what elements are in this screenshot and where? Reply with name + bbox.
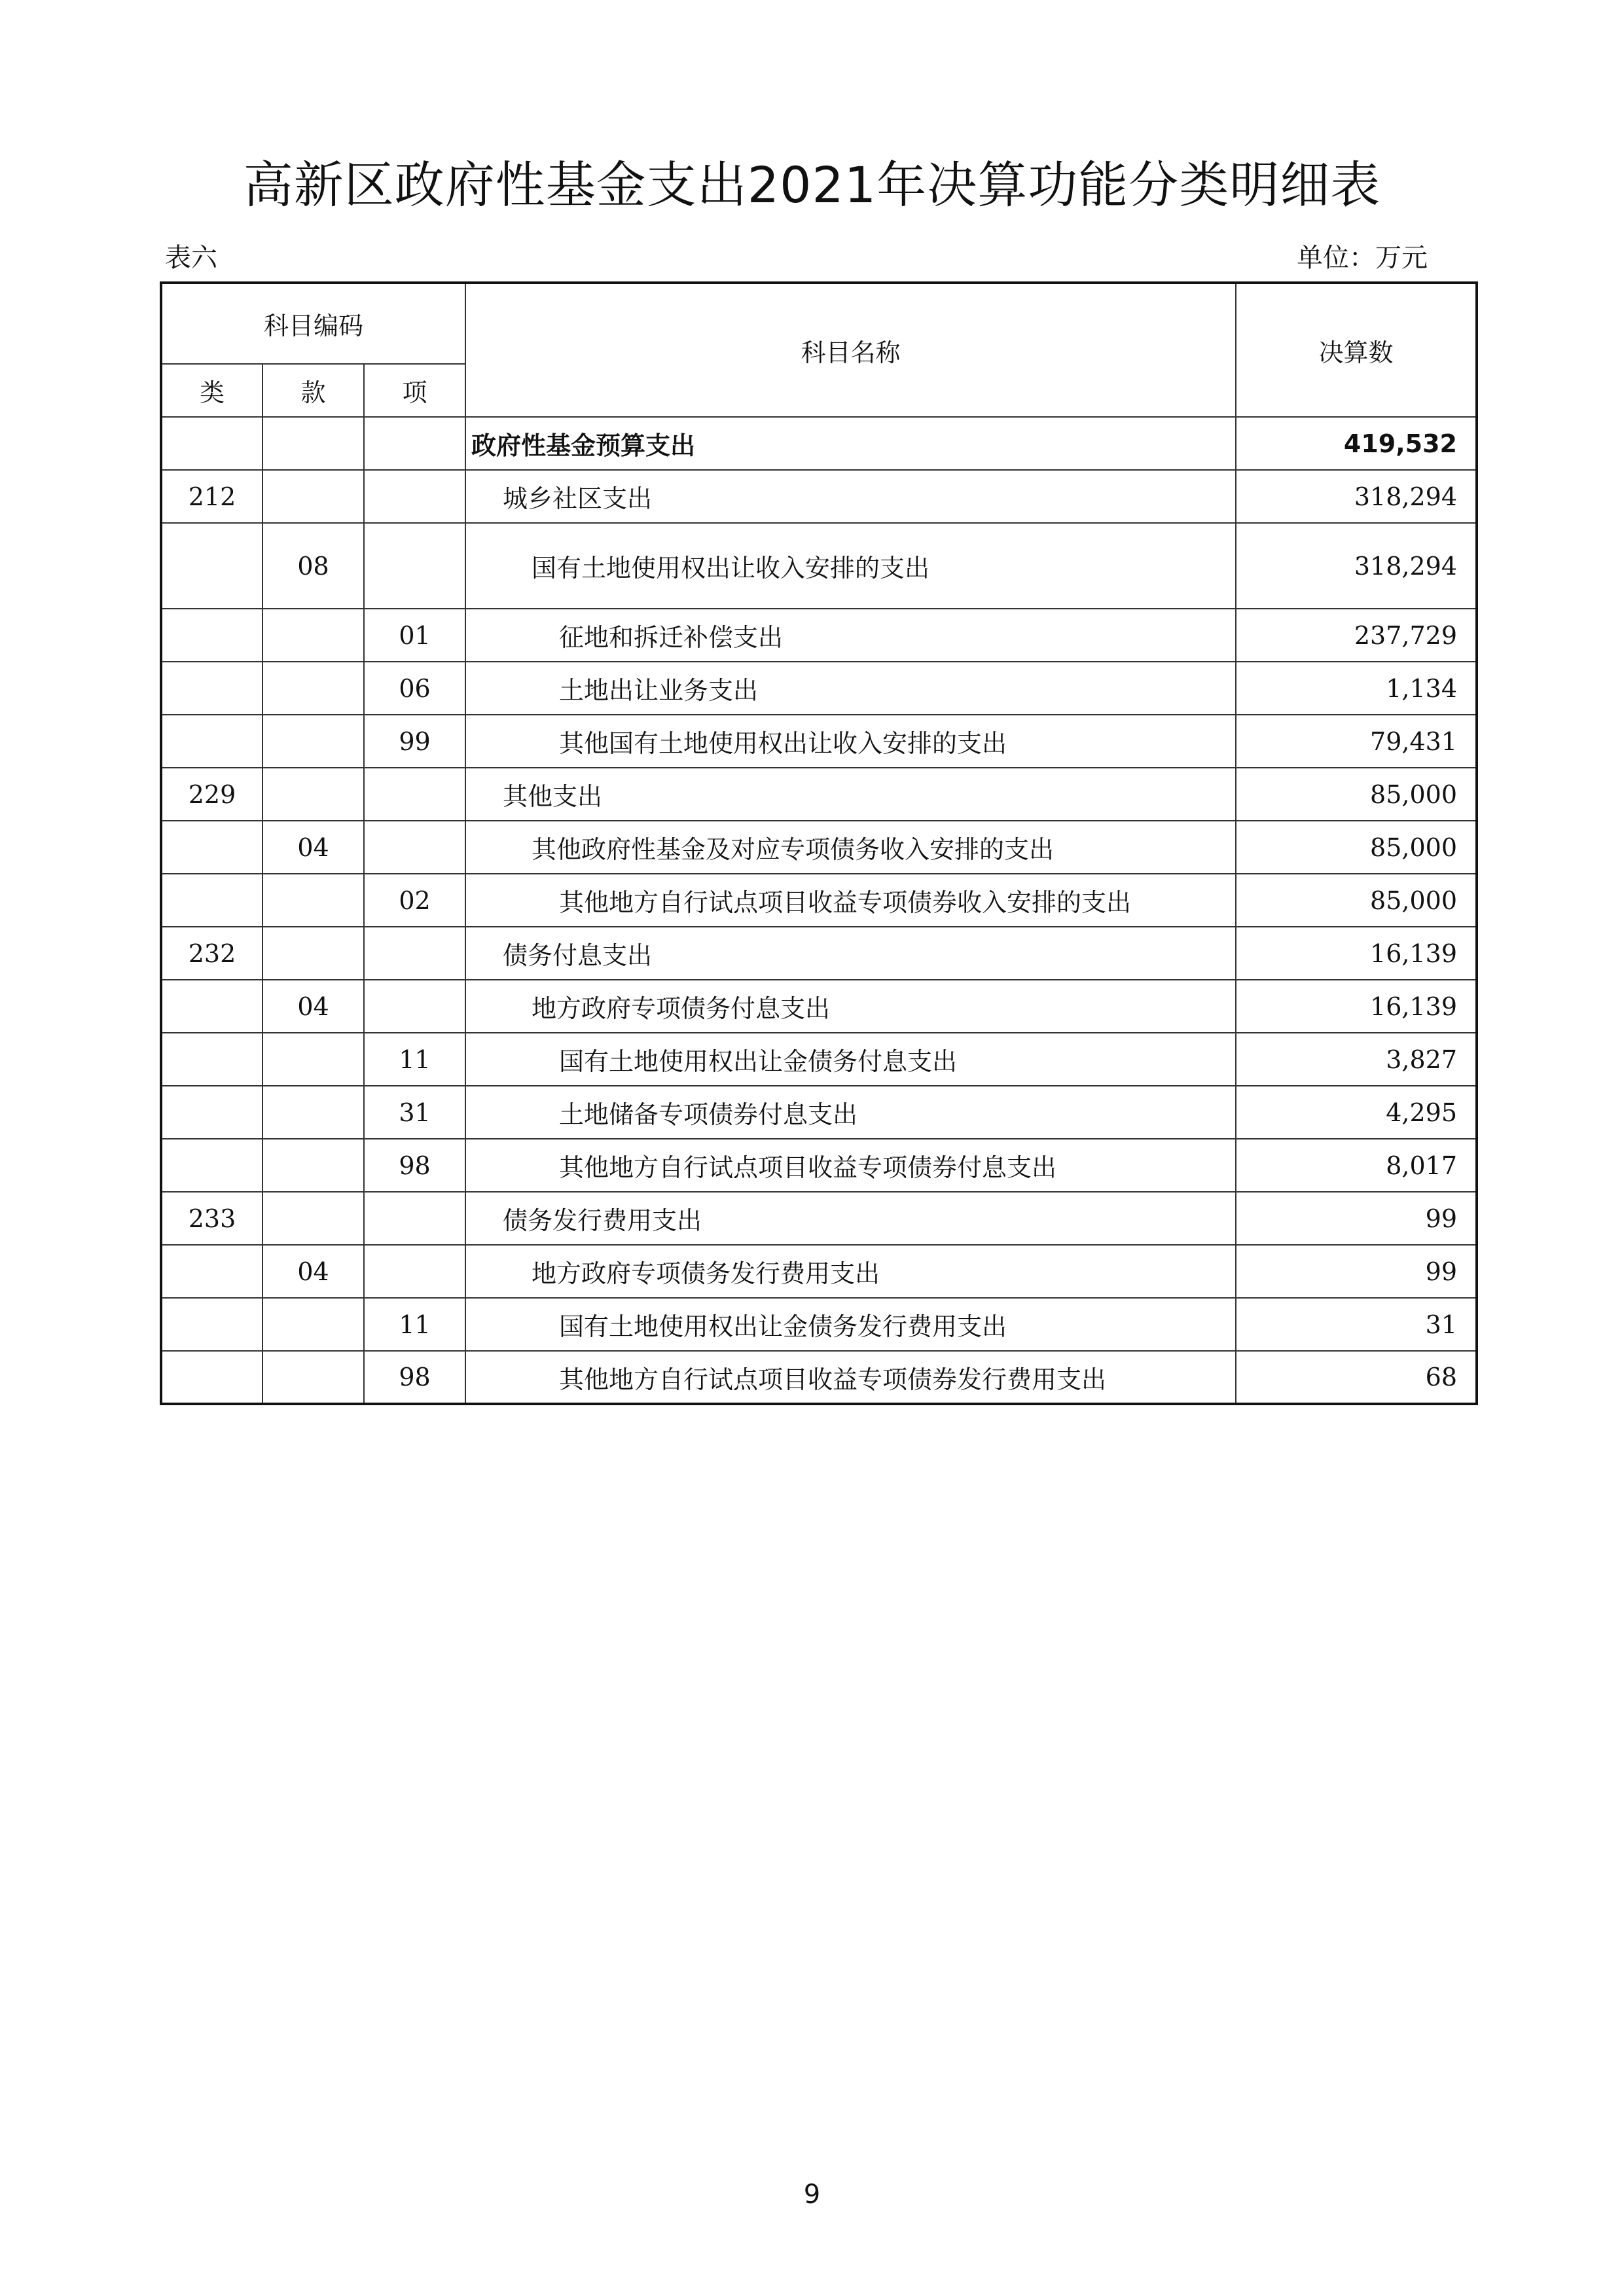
cell-section-code (262, 417, 364, 470)
cell-subject-name: 其他国有土地使用权出让收入安排的支出 (465, 715, 1236, 768)
cell-category-code (161, 523, 262, 609)
cell-amount: 31 (1236, 1298, 1477, 1351)
table-row (161, 1086, 1477, 1139)
cell-item-code: 99 (364, 715, 465, 768)
cell-item-code: 06 (364, 662, 465, 715)
table-label: 表六 (165, 243, 217, 273)
cell-section-code (262, 1033, 364, 1086)
cell-item-code: 02 (364, 874, 465, 927)
cell-amount: 318,294 (1236, 523, 1477, 609)
table-row (161, 1033, 1477, 1086)
cell-category-code (161, 1139, 262, 1192)
cell-amount: 99 (1236, 1192, 1477, 1245)
cell-item-code (364, 927, 465, 980)
page-title: 高新区政府性基金支出2021年决算功能分类明细表 (243, 156, 1381, 214)
cell-section-code (262, 609, 364, 662)
cell-amount: 79,431 (1236, 715, 1477, 768)
table-row (161, 523, 1477, 609)
table-row (161, 980, 1477, 1033)
cell-section-code (262, 1298, 364, 1351)
cell-amount: 8,017 (1236, 1139, 1477, 1192)
table-row-total (161, 417, 1477, 470)
cell-subject-name: 地方政府专项债务付息支出 (465, 980, 1236, 1033)
cell-section-code (262, 874, 364, 927)
table-row (161, 470, 1477, 523)
header-section: 款 (262, 364, 364, 417)
table-row (161, 715, 1477, 768)
cell-amount: 85,000 (1236, 821, 1477, 874)
cell-amount: 4,295 (1236, 1086, 1477, 1139)
table-row (161, 609, 1477, 662)
cell-amount: 419,532 (1236, 417, 1477, 470)
cell-subject-name: 土地储备专项债券付息支出 (465, 1086, 1236, 1139)
cell-amount: 237,729 (1236, 609, 1477, 662)
cell-amount: 16,139 (1236, 927, 1477, 980)
cell-amount: 318,294 (1236, 470, 1477, 523)
table-row (161, 1139, 1477, 1192)
cell-subject-name: 地方政府专项债务发行费用支出 (465, 1245, 1236, 1298)
cell-item-code: 98 (364, 1351, 465, 1404)
cell-amount: 16,139 (1236, 980, 1477, 1033)
table-row (161, 927, 1477, 980)
cell-category-code (161, 821, 262, 874)
cell-section-code (262, 768, 364, 821)
cell-category-code (161, 609, 262, 662)
table-row (161, 1351, 1477, 1404)
cell-section-code (262, 470, 364, 523)
cell-category-code (161, 662, 262, 715)
cell-category-code (161, 1245, 262, 1298)
table-row (161, 1245, 1477, 1298)
cell-category-code (161, 1351, 262, 1404)
table-row (161, 768, 1477, 821)
cell-section-code: 08 (262, 523, 364, 609)
header-code-group: 科目编码 (161, 283, 465, 364)
table-row (161, 874, 1477, 927)
unit-label: 单位：万元 (1297, 243, 1428, 273)
table-body (161, 417, 1477, 1404)
cell-subject-name: 债务发行费用支出 (465, 1192, 1236, 1245)
cell-item-code (364, 523, 465, 609)
cell-section-code (262, 715, 364, 768)
cell-item-code (364, 1192, 465, 1245)
cell-item-code (364, 980, 465, 1033)
cell-section-code (262, 1192, 364, 1245)
cell-subject-name: 其他政府性基金及对应专项债务收入安排的支出 (465, 821, 1236, 874)
cell-category-code: 233 (161, 1192, 262, 1245)
cell-amount: 99 (1236, 1245, 1477, 1298)
cell-subject-name: 其他地方自行试点项目收益专项债券收入安排的支出 (465, 874, 1236, 927)
cell-amount: 1,134 (1236, 662, 1477, 715)
cell-subject-name: 国有土地使用权出让收入安排的支出 (465, 523, 1236, 609)
cell-section-code (262, 1139, 364, 1192)
cell-item-code (364, 768, 465, 821)
cell-category-code (161, 417, 262, 470)
cell-item-code: 11 (364, 1033, 465, 1086)
cell-category-code (161, 715, 262, 768)
cell-subject-name: 征地和拆迁补偿支出 (465, 609, 1236, 662)
cell-category-code: 229 (161, 768, 262, 821)
cell-section-code (262, 1086, 364, 1139)
cell-amount: 85,000 (1236, 768, 1477, 821)
cell-category-code (161, 874, 262, 927)
cell-category-code (161, 1298, 262, 1351)
cell-subject-name: 其他地方自行试点项目收益专项债券发行费用支出 (465, 1351, 1236, 1404)
cell-amount: 3,827 (1236, 1033, 1477, 1086)
page-number: 9 (803, 2179, 821, 2210)
cell-amount: 68 (1236, 1351, 1477, 1404)
cell-category-code (161, 1086, 262, 1139)
cell-category-code (161, 980, 262, 1033)
table-row (161, 1298, 1477, 1351)
cell-category-code (161, 1033, 262, 1086)
header-name: 科目名称 (465, 283, 1236, 417)
budget-table (160, 281, 1478, 1405)
cell-category-code: 212 (161, 470, 262, 523)
cell-item-code (364, 470, 465, 523)
cell-subject-name: 债务付息支出 (465, 927, 1236, 980)
cell-subject-name: 土地出让业务支出 (465, 662, 1236, 715)
table-header (161, 283, 1477, 417)
cell-subject-name: 国有土地使用权出让金债务付息支出 (465, 1033, 1236, 1086)
cell-section-code: 04 (262, 821, 364, 874)
cell-section-code: 04 (262, 980, 364, 1033)
header-category: 类 (161, 364, 262, 417)
cell-subject-name: 国有土地使用权出让金债务发行费用支出 (465, 1298, 1236, 1351)
cell-item-code: 31 (364, 1086, 465, 1139)
cell-subject-name: 其他地方自行试点项目收益专项债券付息支出 (465, 1139, 1236, 1192)
cell-item-code (364, 417, 465, 470)
table-row (161, 1192, 1477, 1245)
cell-item-code (364, 821, 465, 874)
cell-item-code: 01 (364, 609, 465, 662)
cell-item-code (364, 1245, 465, 1298)
cell-section-code: 04 (262, 1245, 364, 1298)
cell-item-code: 98 (364, 1139, 465, 1192)
cell-category-code: 232 (161, 927, 262, 980)
cell-subject-name: 城乡社区支出 (465, 470, 1236, 523)
cell-section-code (262, 1351, 364, 1404)
cell-section-code (262, 927, 364, 980)
cell-subject-name: 政府性基金预算支出 (465, 417, 1236, 470)
cell-item-code: 11 (364, 1298, 465, 1351)
table-row (161, 662, 1477, 715)
header-amount: 决算数 (1236, 283, 1477, 417)
cell-section-code (262, 662, 364, 715)
cell-subject-name: 其他支出 (465, 768, 1236, 821)
header-item: 项 (364, 364, 465, 417)
table-row (161, 821, 1477, 874)
cell-amount: 85,000 (1236, 874, 1477, 927)
